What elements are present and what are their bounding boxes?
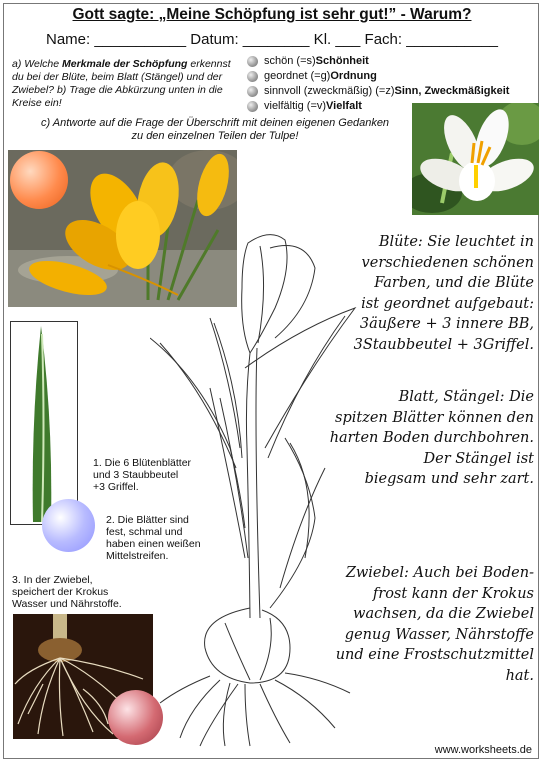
instruction-a-bold: Merkmale der Schöpfung [62, 58, 188, 70]
bullet-icon [247, 86, 258, 97]
note-line: 3. In der Zwiebel, [12, 574, 93, 586]
answer-line: hat. [505, 667, 534, 684]
answer-line: wachsen, da die Zwiebel [353, 606, 534, 622]
answer-circle-bluete[interactable] [10, 151, 68, 209]
answer-zwiebel [336, 563, 534, 686]
legend-label: schön (=s) [264, 55, 316, 67]
note-line: 2. Die Blätter sind [106, 514, 189, 526]
white-crocus-photo [412, 103, 539, 215]
worksheet-title: Gott sagte: „Meine Schöpfung ist sehr gut!” - Warum? [72, 6, 472, 23]
answer-line: frost kann der Krokus [372, 585, 534, 602]
instruction-c: c) Antworte auf die Frage der Überschrift mit deinen eigenen Gedanken zu den einzelnen Teilen der Tulpe! [40, 117, 390, 142]
note-line: Mittelstreifen. [106, 550, 169, 562]
legend-keyword: Schönheit [315, 55, 369, 67]
instruction-a-b [12, 58, 240, 110]
instruction-a-prefix: a) Welche [12, 58, 62, 70]
answer-line: Blatt, Stängel: Die [398, 389, 534, 405]
note-line: fest, schmal und [106, 526, 183, 538]
answer-line: spitzen Blätter können den [335, 409, 534, 426]
note-line: haben einen weißen [106, 538, 201, 550]
answer-bluete [354, 232, 534, 355]
answer-blatt-staengel [330, 387, 534, 490]
crocus-line-drawing [150, 228, 360, 748]
footer-url[interactable]: www.worksheets.de [434, 744, 532, 756]
note-line: speichert der Krokus [12, 586, 109, 598]
answer-circle-blatt[interactable] [42, 499, 95, 552]
answer-line: biegsam und sehr zart. [364, 471, 534, 487]
note-line: +3 Griffel. [93, 481, 139, 493]
bullet-icon [247, 101, 258, 112]
bullet-icon [247, 71, 258, 82]
answer-line: Blüte: Sie leuchtet in [378, 234, 534, 250]
note-3 [12, 574, 122, 610]
answer-line: harten Boden durchbohren. [329, 430, 534, 446]
legend-label: vielfältig (=v) [264, 100, 327, 112]
legend-row-schoen [247, 54, 542, 69]
answer-line: genug Wasser, Nährstoffe [344, 626, 534, 643]
bullet-icon [247, 56, 258, 67]
answer-line: Der Stängel ist [423, 450, 534, 467]
note-line: 1. Die 6 Blütenblätter [93, 457, 192, 469]
legend-row-geordnet [247, 69, 542, 84]
note-line: und 3 Staubbeutel [93, 469, 179, 481]
answer-line: und eine Frostschutzmittel [335, 647, 534, 663]
legend-row-sinnvoll [247, 84, 542, 99]
leaf-photo [10, 321, 78, 525]
answer-line: 3Staubbeutel + 3Griffel. [353, 336, 534, 353]
name-date-class-subject-line[interactable]: Name: ___________ Datum: ________ Kl. ___ Fach: ___________ [45, 31, 498, 48]
answer-line: Zwiebel: Auch bei Boden- [345, 565, 534, 581]
instruction-a-rest: erkennst du bei der Blüte, beim Blatt (Stängel) und der Zwiebel? b) Trage die Abkürzung unten in die Kreise ein! [12, 58, 231, 109]
legend-keyword: Vielfalt [326, 100, 362, 112]
answer-line: 3äußere + 3 innere BB, [359, 316, 534, 332]
answer-line: ist geordnet aufgebaut: [361, 295, 534, 312]
answer-line: verschiedenen schönen [361, 254, 534, 271]
legend-label: sinnvoll (zweckmäßig) (=z) [264, 85, 395, 97]
legend-label: geordnet (=g) [264, 70, 331, 82]
note-line: Wasser und Nährstoffe. [12, 598, 122, 610]
legend-keyword: Ordnung [330, 70, 377, 82]
legend-keyword: Sinn, Zweckmäßigkeit [394, 85, 510, 97]
answer-line: Farben, und die Blüte [374, 275, 534, 291]
